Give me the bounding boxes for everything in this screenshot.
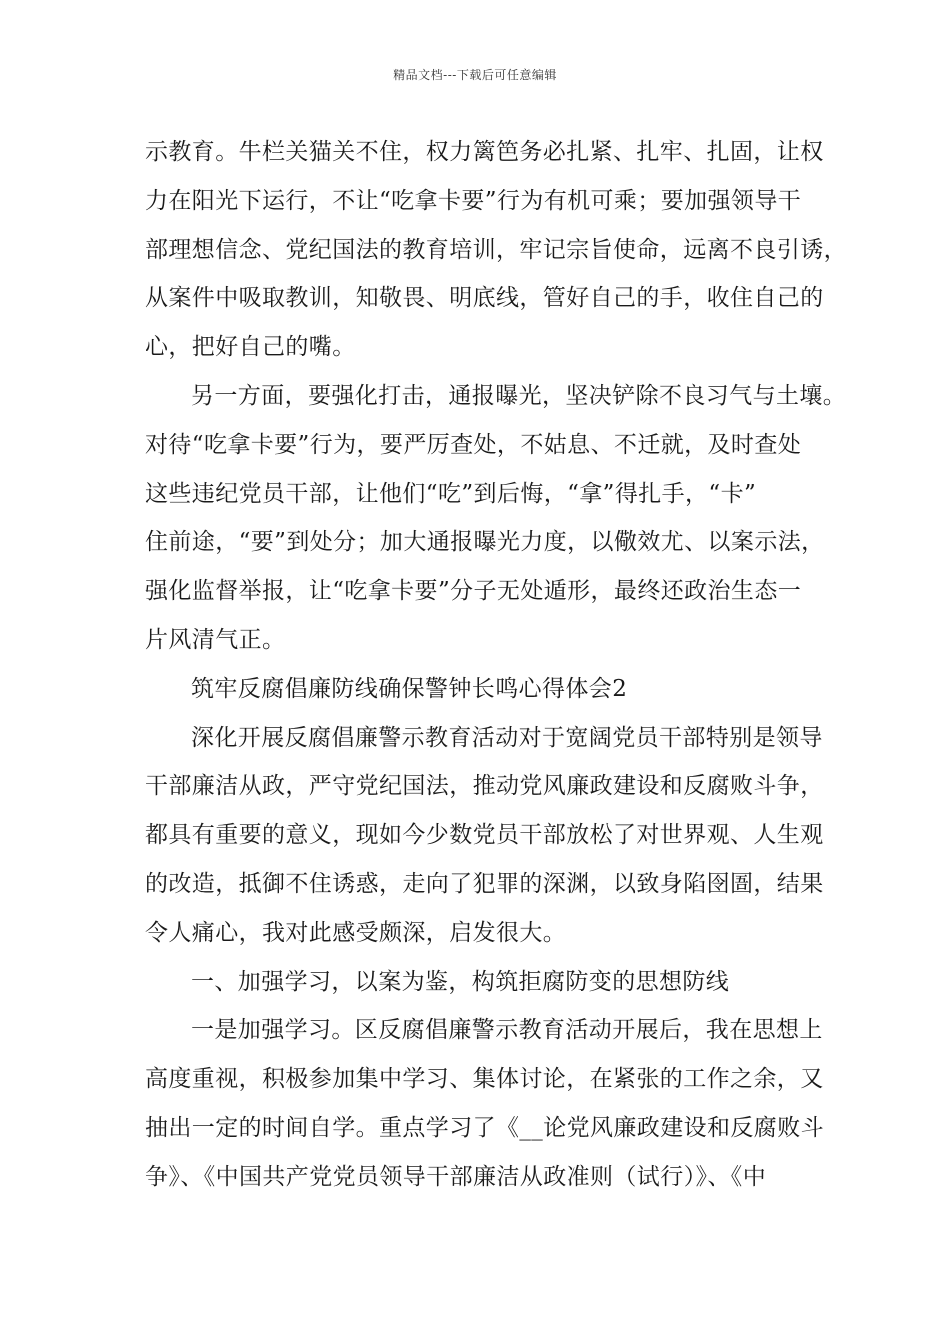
text-line: 令人痛心，我对此感受颇深，启发很大。 xyxy=(145,919,567,946)
text-line: 争》、《中国共产党党员领导干部廉洁从政准则（试行）》、《中 xyxy=(145,1163,767,1190)
text-line: 另一方面，要强化打击，通报曝光，坚决铲除不良习气与土壤。 xyxy=(191,382,847,409)
text-line: 强化监督举报，让“吃拿卡要”分子无处遁形，最终还政治生态一 xyxy=(145,578,802,605)
text-line: 住前途，“要”到处分；加大通报曝光力度，以儆效尤、以案示法， xyxy=(145,529,825,556)
text-line: 心，把好自己的嘴。 xyxy=(145,334,356,361)
text-line: 一是加强学习。区反腐倡廉警示教育活动开展后，我在思想上 xyxy=(191,1017,823,1044)
section-heading: 筑牢反腐倡廉防线确保警钟长鸣心得体会2 xyxy=(191,675,628,702)
text-line: 示教育。牛栏关猫关不住，权力篱笆务必扎紧、扎牢、扎固，让权 xyxy=(145,139,824,165)
text-line: 力在阳光下运行，不让“吃拿卡要”行为有机可乘；要加强领导干 xyxy=(145,187,802,214)
text-line: 这些违纪党员干部，让他们“吃”到后悔，“拿”得扎手，“卡” xyxy=(145,480,757,507)
text-line: 抽出一定的时间自学。重点学习了《__论党风廉政建设和反腐败斗 xyxy=(145,1114,824,1141)
text-line: 深化开展反腐倡廉警示教育活动对于宽阔党员干部特别是领导 xyxy=(191,724,823,751)
text-line: 部理想信念、党纪国法的教育培训，牢记宗旨使命，远离不良引诱， xyxy=(145,236,847,263)
subsection-heading: 一、加强学习，以案为鉴，构筑拒腐防变的思想防线 xyxy=(191,968,730,995)
text-line: 对待“吃拿卡要”行为，要严厉查处，不姑息、不迁就，及时查处 xyxy=(145,431,802,458)
text-line: 的改造，抵御不住诱惑，走向了犯罪的深渊，以致身陷囹圄，结果 xyxy=(145,870,824,897)
text-line: 从案件中吸取教训，知敬畏、明底线，管好自己的手，收住自己的 xyxy=(145,285,824,312)
text-line: 片风清气正。 xyxy=(145,626,286,653)
text-line: 高度重视，积极参加集中学习、集体讨论，在紧张的工作之余，又 xyxy=(145,1066,824,1093)
page-header: 精品文档---下载后可任意编辑 xyxy=(393,68,557,82)
document-body xyxy=(145,132,847,1206)
text-line: 干部廉洁从政，严守党纪国法，推动党风廉政建设和反腐败斗争， xyxy=(145,773,824,800)
text-line: 都具有重要的意义，现如今少数党员干部放松了对世界观、人生观 xyxy=(145,822,824,849)
